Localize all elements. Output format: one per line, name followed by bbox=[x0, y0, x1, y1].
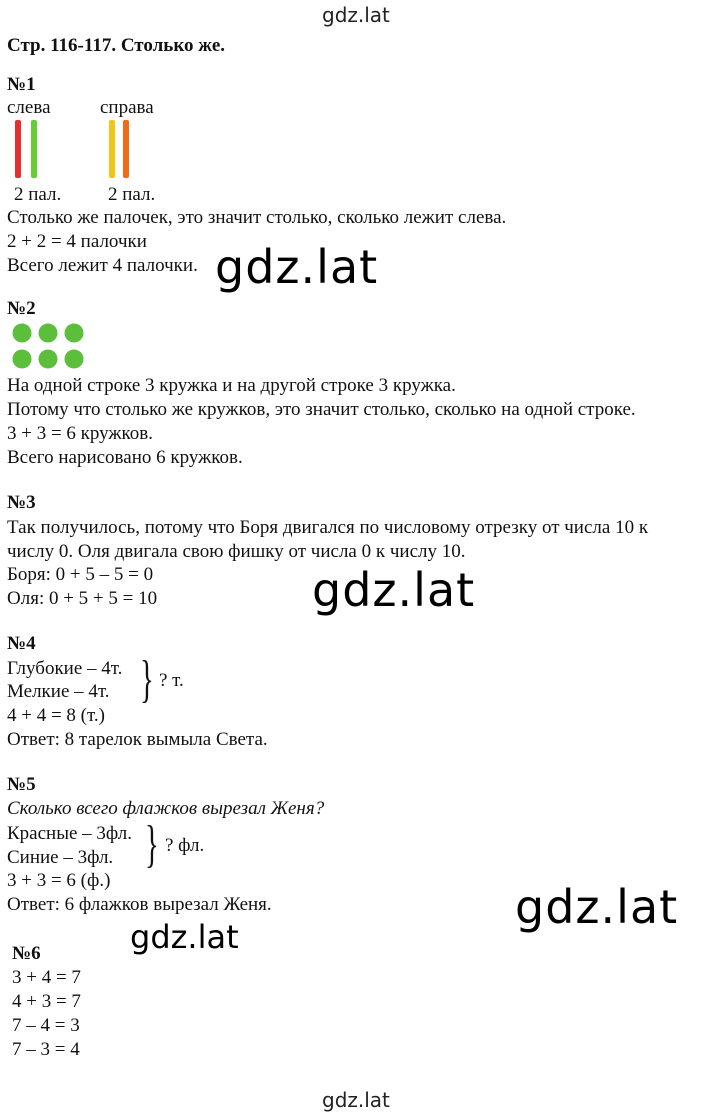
task6-line-1: 3 + 4 = 7 bbox=[12, 967, 81, 988]
task2-line-3: 3 + 3 = 6 кружков. bbox=[7, 423, 154, 444]
watermark-2: gdz.lat bbox=[312, 563, 476, 617]
task4-number: №4 bbox=[7, 633, 36, 654]
task6-number: №6 bbox=[12, 943, 41, 964]
task3-line-1: Так получилось, потому что Боря двигался по числовому отрезку от числа 10 к bbox=[7, 517, 649, 538]
task4-row-2: Мелкие – 4т. bbox=[7, 681, 110, 702]
stick-green bbox=[31, 120, 37, 178]
task1-line-3: Всего лежит 4 палочки. bbox=[7, 255, 198, 276]
task1-right-count: 2 пал. bbox=[108, 184, 156, 205]
watermark-bottom: gdz.lat bbox=[322, 1088, 390, 1112]
task3-line-3: Боря: 0 + 5 – 5 = 0 bbox=[7, 564, 154, 585]
task4-line-1: 4 + 4 = 8 (т.) bbox=[7, 705, 105, 726]
task5-line-2: Ответ: 6 флажков вырезал Женя. bbox=[7, 894, 272, 915]
circles-illustration bbox=[8, 320, 92, 374]
curly-brace-icon: } bbox=[140, 651, 154, 708]
circle bbox=[13, 350, 32, 369]
task1-left-label: слева bbox=[7, 97, 51, 118]
circle bbox=[65, 324, 84, 343]
task2-number: №2 bbox=[7, 298, 36, 319]
task4-row-1: Глубокие – 4т. bbox=[7, 658, 123, 679]
sticks-left-illustration bbox=[10, 118, 50, 182]
task3-line-4: Оля: 0 + 5 + 5 = 10 bbox=[7, 588, 158, 609]
circle bbox=[65, 350, 84, 369]
task6-line-2: 4 + 3 = 7 bbox=[12, 991, 81, 1012]
task6-line-3: 7 – 4 = 3 bbox=[12, 1015, 80, 1036]
task3-number: №3 bbox=[7, 492, 36, 513]
task3-line-2: числу 0. Оля двигала свою фишку от числа 0 к числу 10. bbox=[7, 541, 466, 562]
task2-line-1: На одной строке 3 кружка и на другой строке 3 кружка. bbox=[7, 375, 456, 396]
circle bbox=[39, 350, 58, 369]
watermark-3: gdz.lat bbox=[515, 880, 679, 934]
task5-question: ? фл. bbox=[165, 835, 205, 856]
circle bbox=[39, 324, 58, 343]
sticks-right-illustration bbox=[104, 118, 144, 182]
stick-orange bbox=[123, 120, 129, 178]
watermark-1: gdz.lat bbox=[215, 240, 379, 294]
curly-brace-icon: } bbox=[145, 816, 159, 873]
task5-row-2: Синие – 3фл. bbox=[7, 847, 114, 868]
task4-line-2: Ответ: 8 тарелок вымыла Света. bbox=[7, 729, 268, 750]
task5-row-1: Красные – 3фл. bbox=[7, 823, 132, 844]
task1-left-count: 2 пал. bbox=[14, 184, 62, 205]
task1-right-label: справа bbox=[100, 97, 154, 118]
watermark-top: gdz.lat bbox=[322, 3, 390, 27]
task2-line-2: Потому что столько же кружков, это значит столько, сколько на одной строке. bbox=[7, 399, 636, 420]
stick-red bbox=[15, 120, 21, 178]
task4-question: ? т. bbox=[159, 670, 184, 691]
task5-question-text: Сколько всего флажков вырезал Женя? bbox=[7, 798, 325, 819]
task1-line-2: 2 + 2 = 4 палочки bbox=[7, 231, 147, 252]
task1-line-1: Столько же палочек, это значит столько, сколько лежит слева. bbox=[7, 207, 507, 228]
task5-line-1: 3 + 3 = 6 (ф.) bbox=[7, 870, 111, 891]
circle bbox=[13, 324, 32, 343]
task5-number: №5 bbox=[7, 774, 36, 795]
task6-line-4: 7 – 3 = 4 bbox=[12, 1039, 80, 1060]
page-title: Стр. 116-117. Столько же. bbox=[7, 35, 225, 56]
task2-line-4: Всего нарисовано 6 кружков. bbox=[7, 447, 243, 468]
watermark-4: gdz.lat bbox=[130, 918, 239, 956]
task1-number: №1 bbox=[7, 74, 36, 95]
stick-yellow bbox=[109, 120, 115, 178]
